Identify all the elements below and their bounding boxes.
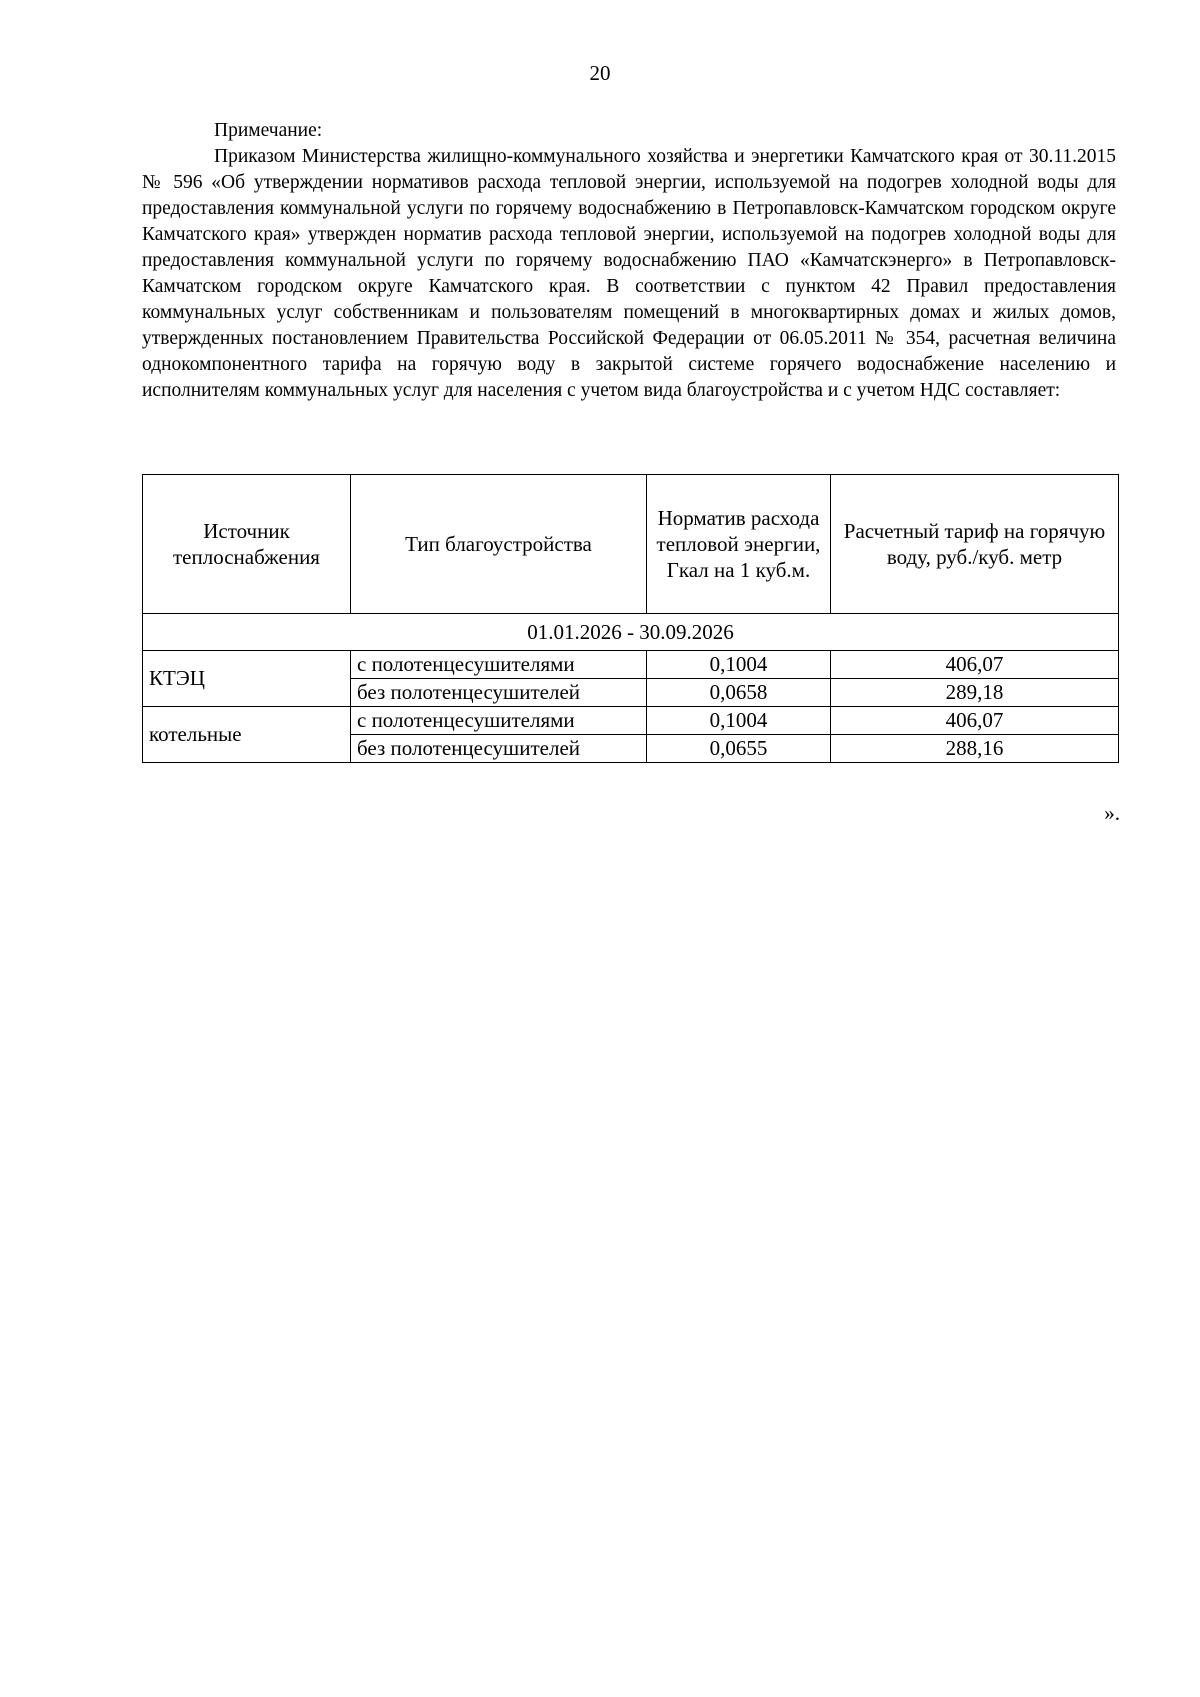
norm-cell: 0,0658: [647, 679, 831, 707]
closing-quote-mark: ».: [1104, 801, 1120, 825]
type-cell: без полотенцесушителей: [351, 735, 647, 763]
tariff-cell: 406,07: [831, 707, 1119, 735]
note-heading: Примечание:: [214, 120, 323, 141]
type-cell: с полотенцесушителями: [351, 651, 647, 679]
header-type: Тип благоустройства: [351, 475, 647, 614]
note-block: [142, 118, 1116, 404]
tariff-cell: 289,18: [831, 679, 1119, 707]
table-row: [143, 651, 1119, 679]
page-number: 20: [589, 61, 611, 85]
header-source: Источник теплоснабжения: [143, 475, 351, 614]
norm-cell: 0,0655: [647, 735, 831, 763]
tariff-table: [142, 474, 1119, 763]
source-cell: котельные: [143, 707, 351, 763]
tariff-cell: 406,07: [831, 651, 1119, 679]
period-row: [143, 614, 1119, 651]
header-norm: Норматив расхода тепловой энергии, Гкал на 1 куб.м.: [647, 475, 831, 614]
header-tariff: Расчетный тариф на горячую воду, руб./куб. метр: [831, 475, 1119, 614]
period-label: 01.01.2026 - 30.09.2026: [143, 614, 1119, 651]
type-cell: без полотенцесушителей: [351, 679, 647, 707]
type-cell: с полотенцесушителями: [351, 707, 647, 735]
note-paragraph: Приказом Министерства жилищно-коммунального хозяйства и энергетики Камчатского края от 30.11.2015 № 596 «Об утверждении нормативов расхода тепловой энергии, используемой на подогрев холодной воды для предоставления коммунальной услуги по горячему водоснабжению в Петропавловск-Камчатском городском округе Камчатского края» утвержден норматив расхода тепловой энергии, используемой на подогрев холодной воды для предоставления коммунальной услуги по горячему водоснабжению ПАО «Камчатскэнерго» в Петропавловск-Камчатском городском округе Камчатского края. В соответствии с пунктом 42 Правил предоставления коммунальных услуг собственникам и пользователям помещений в многоквартирных домах и жилых домов, утвержденных постановлением Правительства Российской Федерации от 06.05.2011 № 354, расчетная величина однокомпонентного тарифа на горячую воду в закрытой системе горячего водоснабжение населению и исполнителям коммунальных услуг для населения с учетом вида благоустройства и с учетом НДС составляет:: [142, 146, 1116, 401]
norm-cell: 0,1004: [647, 707, 831, 735]
source-cell: КТЭЦ: [143, 651, 351, 707]
tariff-cell: 288,16: [831, 735, 1119, 763]
table-row: [143, 707, 1119, 735]
norm-cell: 0,1004: [647, 651, 831, 679]
table-header-row: [143, 475, 1119, 614]
